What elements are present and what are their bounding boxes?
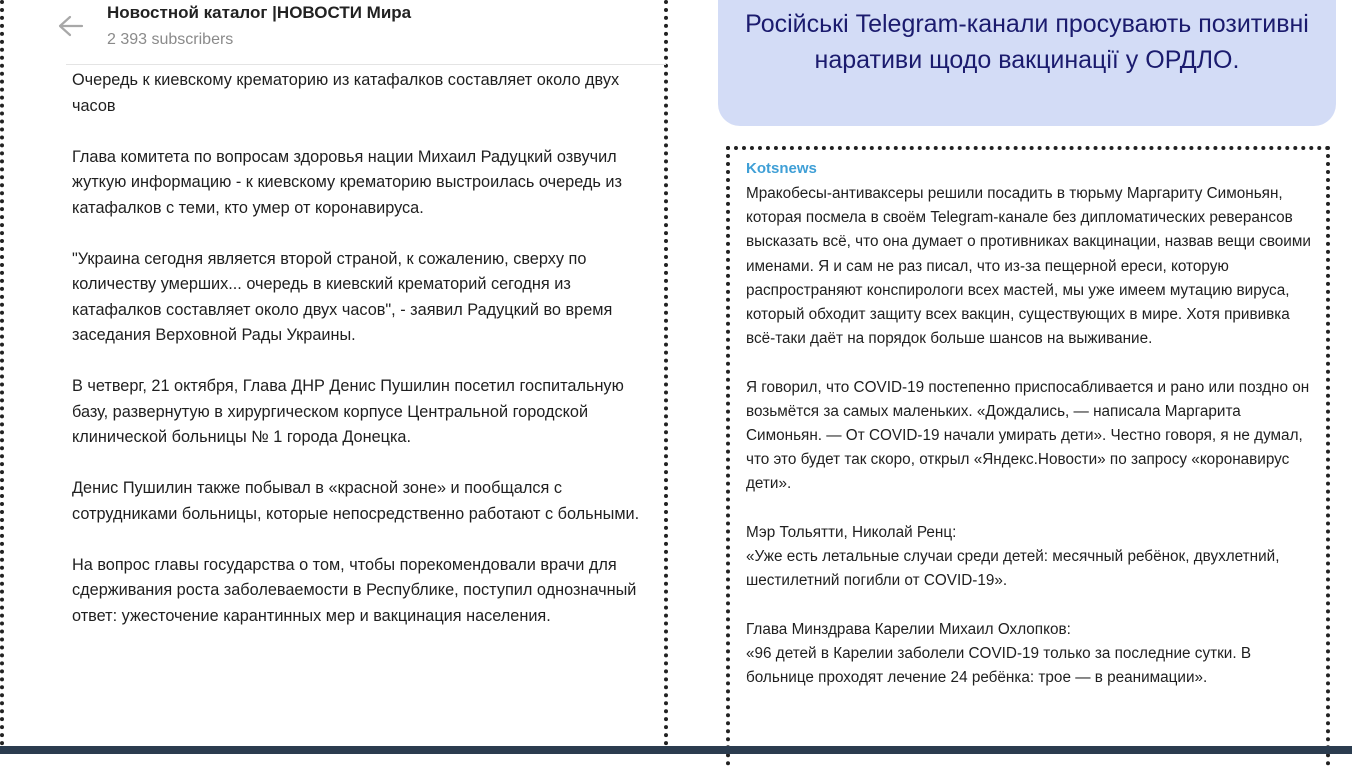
header-divider [66,64,666,65]
bottom-bar [0,746,1352,754]
post-paragraph: На вопрос главы государства о том, чтобы порекомендовали врачи для сдерживания роста заболеваемости в Республике, поступил однозначный ответ: ужесточение карантинных мер и вакцинация населения. [72,555,637,625]
post-paragraph: Денис Пушилин также побывал в «красной зоне» и пообщался с сотрудниками больницы, которые непосредственно работают с больными. [72,479,640,523]
post-paragraph: Глава комитета по вопросам здоровья нации Михаил Радуцкий озвучил жуткую информацию - к киевскому крематорию выстроилась очередь из катафалков с теми, кто умер от коронавируса. [72,147,622,217]
post-author-link[interactable]: Kotsnews [746,160,817,177]
right-post-text [746,182,1316,714]
left-telegram-post [0,0,668,754]
post-paragraph: В четверг, 21 октября, Глава ДНР Денис Пушилин посетил госпитальную базу, развернутую в хирургическом корпусе Центральной городской клинической больницы № 1 города Донецка. [72,377,624,446]
back-arrow-icon[interactable] [56,14,84,38]
post-paragraph: Мракобесы-антиваксеры решили посадить в тюрьму Маргариту Симоньян, которая посмела в своём Telegram-канале без дипломатических реверансов высказать всё, что она думает о противниках вакцинации, назвав вещи своими именами. Я и сам не раз писал, что из-за пещерной ереси, которую распространяют конспирологи всех мастей, мы уже имеем мутацию вируса, который обходит защиту всех вакцин, существующих в мире. Хотя прививка всё-таки даёт на порядок больше шансов на выживание. [746,185,1311,348]
left-post-text [72,68,662,655]
post-paragraph: "Украина сегодня является второй страной, к сожалению, сверху по количеству умерших... очередь в киевский крематорий сегодня из катафалков составляет около двух часов", - заявил Радуцкий во время заседания Верховной Рады Украины. [72,249,613,344]
subscriber-count: 2 393 subscribers [107,31,234,48]
caption-text: Російські Telegram-канали просувають позитивні наративи щодо вакцинації у ОРДЛО. [745,10,1309,74]
post-paragraph: Очередь к киевскому крематорию из катафалков составляет около двух часов [72,71,620,115]
post-paragraph: Глава Минздрава Карелии Михаил Охлопков: «96 детей в Карелии заболели COVID-19 только за последние сутки. В больнице проходят лечение 24 ребёнка: трое — в реанимации». [746,620,1252,687]
channel-title[interactable]: Новостной каталог |НОВОСТИ Мира [107,3,412,22]
caption-box [718,0,1336,126]
post-paragraph: Я говорил, что COVID-19 постепенно приспосабливается и рано или поздно он возьмётся за самых маленьких. «Дождались, — написала Маргарита Симоньян. — От COVID-19 начали умирать дети». Честно говоря, я не думал, что это будет так скоро, открыл «Яндекс.Новости» по запросу «коронавирус дети». [746,378,1310,493]
right-telegram-post [726,146,1330,766]
post-paragraph: Мэр Тольятти, Николай Ренц: «Уже есть летальные случаи среди детей: месячный ребёнок, двухлетний, шестилетний погибли от COVID-19». [746,523,1280,590]
